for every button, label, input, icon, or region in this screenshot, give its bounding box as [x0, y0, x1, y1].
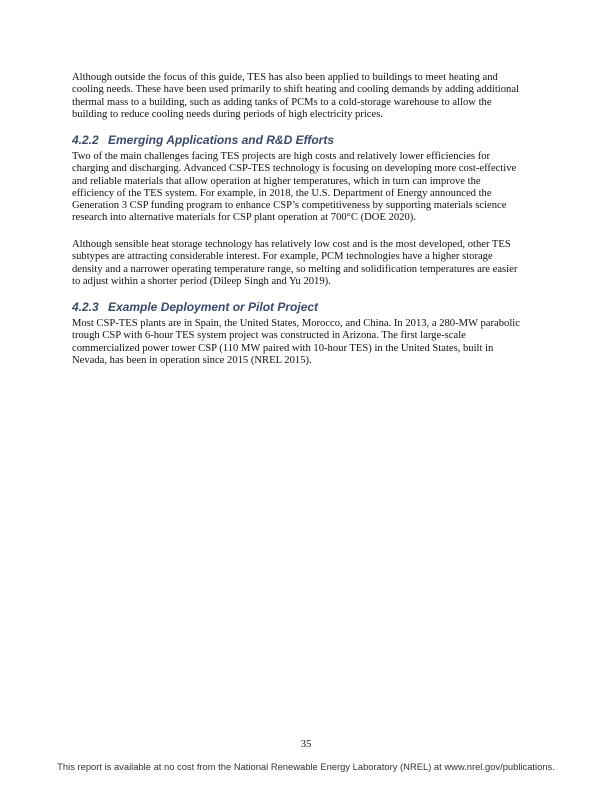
text-line: to adjust within a shorter period (Dileep Singh and Yu 2019). [72, 275, 331, 287]
page-number: 35 [300, 739, 312, 750]
text-line: density and a narrower operating temperature range, so melting and solidification temperatures are easier [72, 263, 518, 275]
text-line: commercialized power tower CSP (110 MW paired with 10-hour TES) in the United States, built in [72, 342, 494, 354]
paragraph-buildings [72, 72, 552, 121]
heading-title: Emerging Applications and R&D Efforts [108, 133, 335, 147]
text-line: efficiency of the TES system. For example, in 2018, the U.S. Department of Energy announced the [72, 187, 492, 199]
paragraph-sensible-heat [72, 239, 552, 288]
text-line: Although outside the focus of this guide, TES has also been applied to buildings to meet heating and [72, 72, 498, 83]
text-line: charging and discharging. Advanced CSP-TES technology is focusing on developing more cost-effective [72, 163, 517, 175]
text-line: Two of the main challenges facing TES projects are high costs and relatively lower efficiencies for [72, 151, 491, 162]
text-line: Most CSP-TES plants are in Spain, the United States, Morocco, and China. In 2013, a 280-MW parabolic [72, 318, 520, 329]
page-footer: This report is available at no cost from the National Renewable Energy Laboratory (NREL) at www.nrel.gov/publications. [57, 761, 555, 772]
text-line: building to reduce cooling needs during periods of high electricity prices. [72, 108, 383, 120]
section-heading-4-2-3 [72, 300, 318, 314]
text-line: research into alternative materials for CSP plant operation at 700°C (DOE 2020). [72, 212, 416, 224]
text-line: and reliable materials that allow operation at higher temperatures, which in turn can improve the [72, 175, 481, 187]
heading-number: 4.2.3 [72, 300, 99, 314]
text-line: cooling needs. These have been used primarily to shift heating and cooling demands by adding additional [72, 84, 519, 96]
paragraph-challenges [72, 151, 552, 225]
text-line: Generation 3 CSP funding program to enhance CSP’s competitiveness by supporting materials science [72, 200, 507, 212]
heading-number: 4.2.2 [72, 133, 99, 147]
text-line: thermal mass to a building, such as adding tanks of PCMs to a cold-storage warehouse to allow the [72, 96, 492, 108]
text-line: trough CSP with 6-hour TES system project was constructed in Arizona. The first large-scale [72, 330, 466, 342]
heading-title: Example Deployment or Pilot Project [108, 300, 319, 314]
section-heading-4-2-2 [72, 133, 334, 147]
text-line: Nevada, has been in operation since 2015 (NREL 2015). [72, 354, 312, 366]
text-line: Although sensible heat storage technology has relatively low cost and is the most developed, other TES [72, 239, 511, 250]
paragraph-deployment [72, 318, 552, 367]
text-line: subtypes are attracting considerable interest. For example, PCM technologies have a higher storage [72, 251, 493, 263]
